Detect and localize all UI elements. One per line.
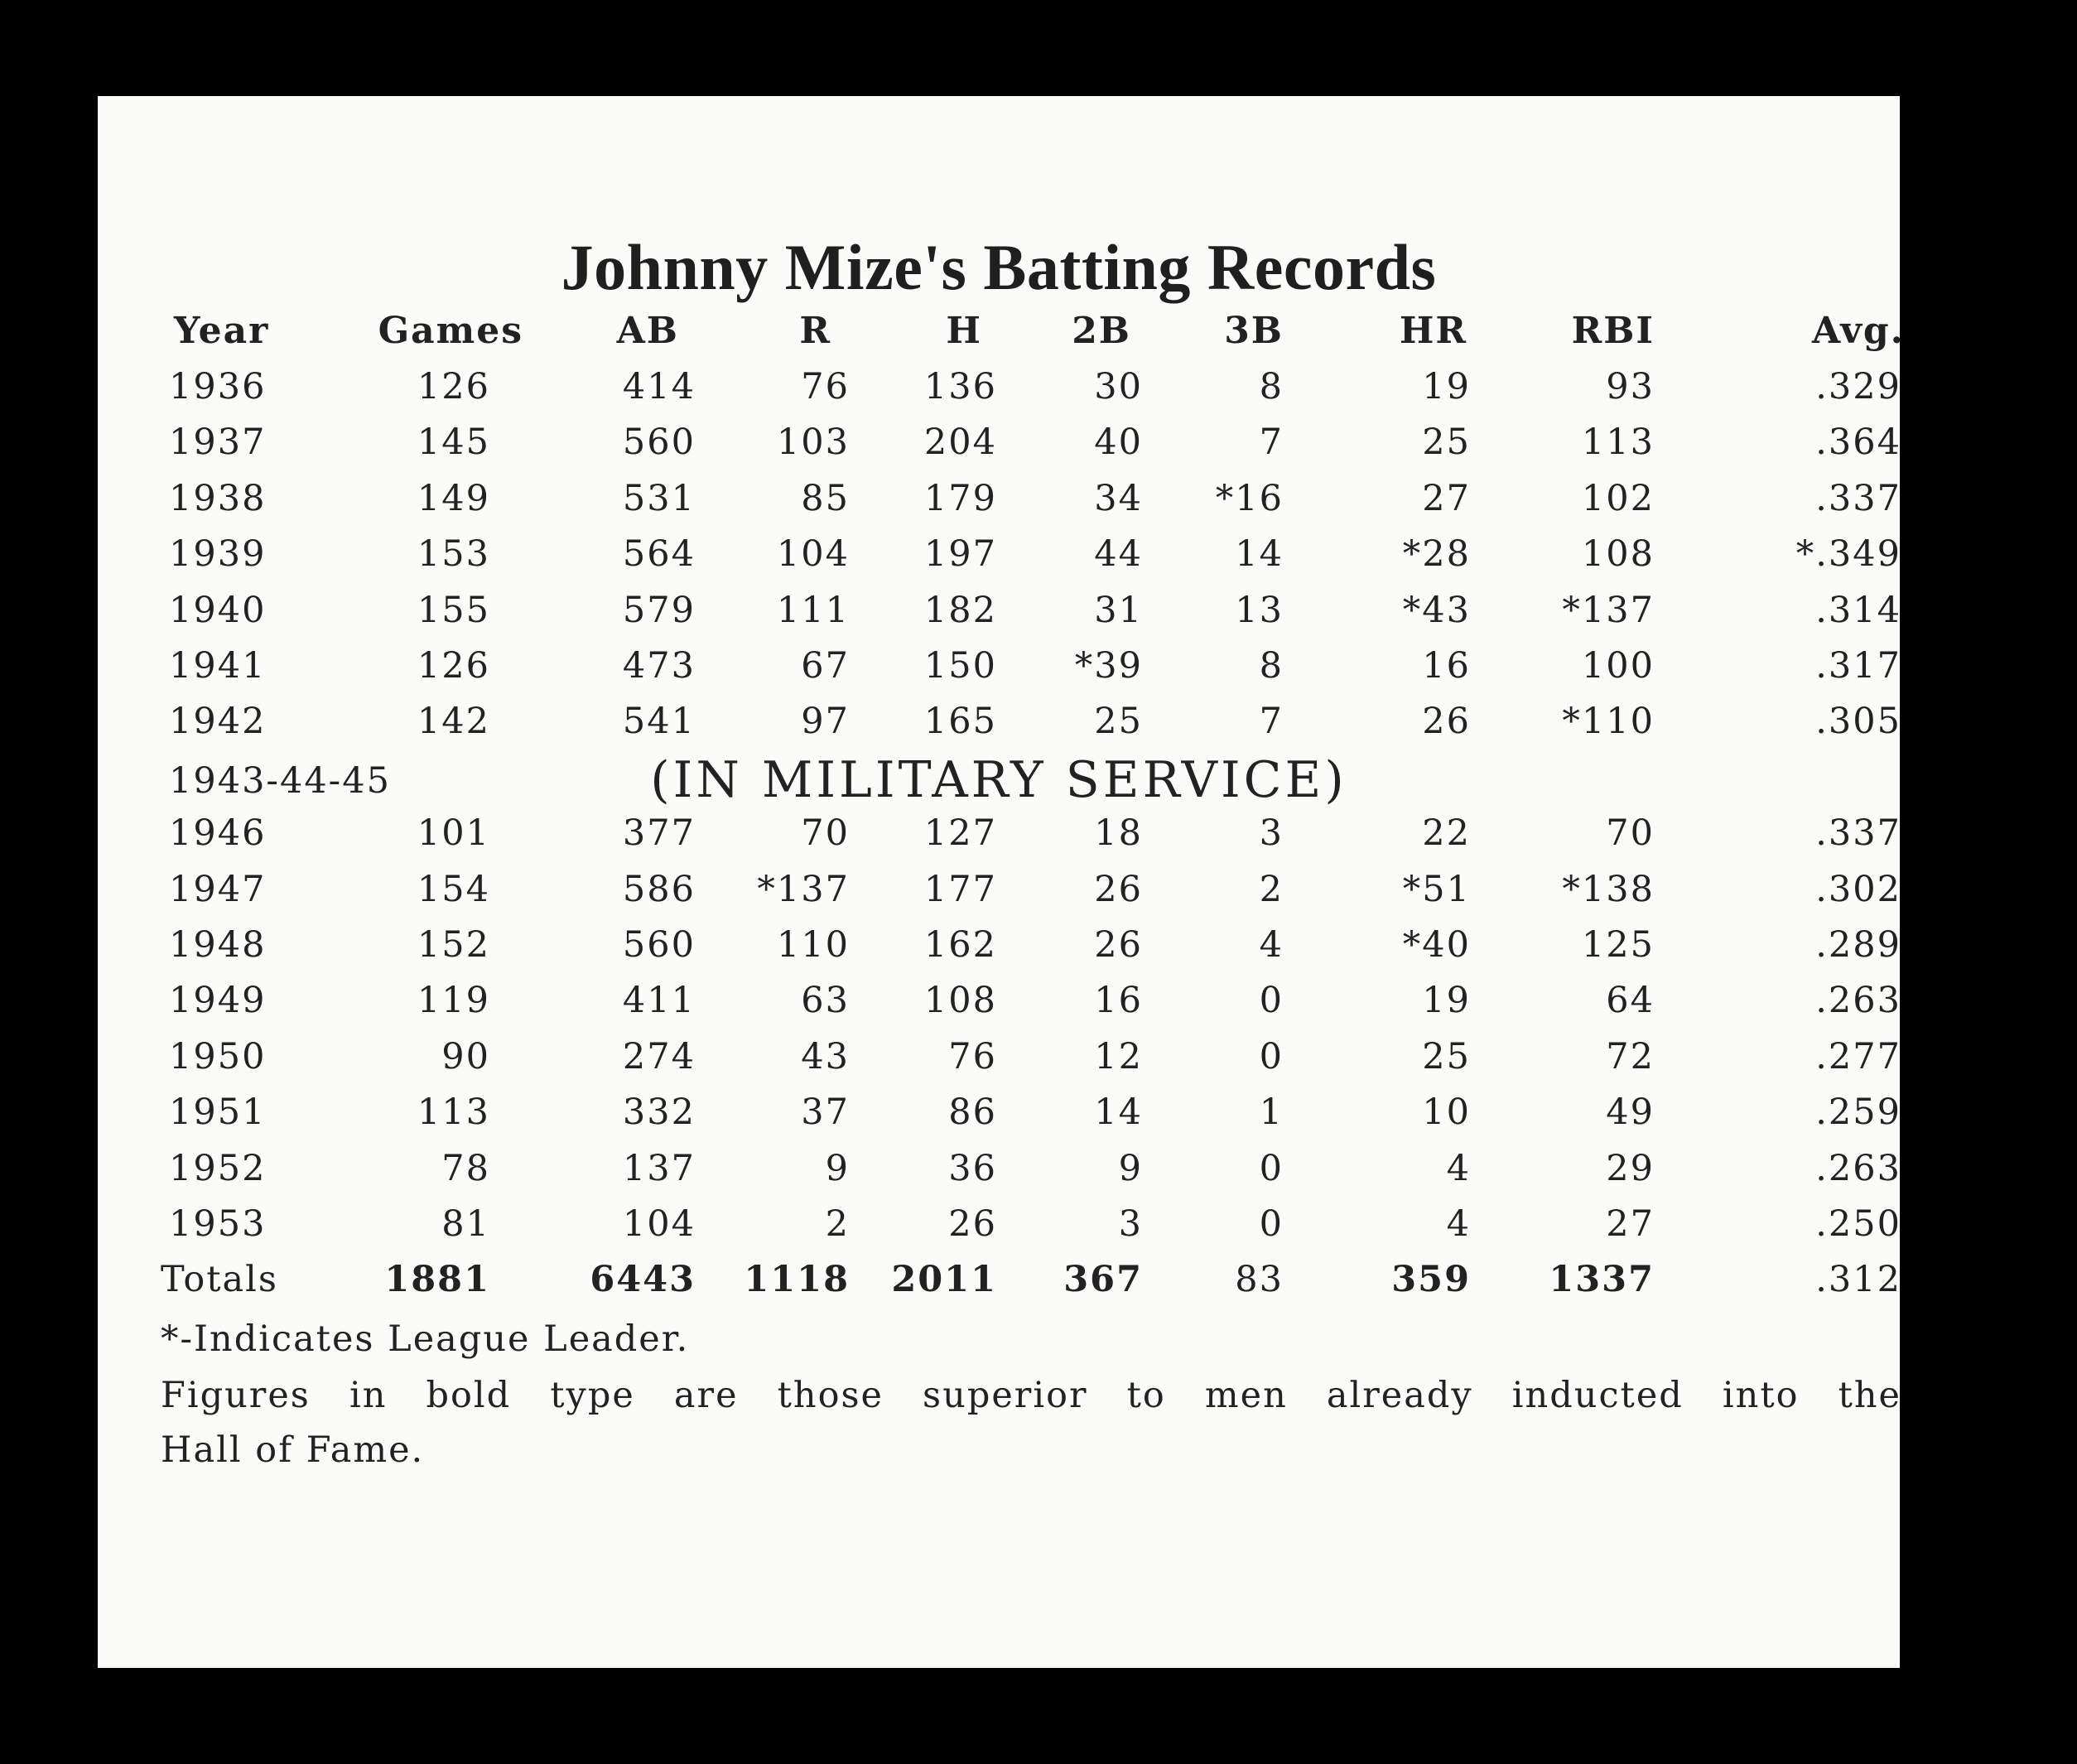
cell-h-1940: 182: [923, 589, 997, 631]
cell-year-1939: 1939: [169, 533, 267, 576]
cell-h-1937: 204: [923, 422, 997, 464]
cell-3b-1937: 7: [1259, 422, 1284, 464]
cell-3b-1936: 8: [1259, 366, 1284, 407]
cell-3b-1946: 3: [1259, 812, 1284, 855]
cell-r-1938: 85: [801, 477, 850, 519]
column-header-ab: AB: [616, 310, 679, 352]
cell-hr-1940: *43: [1402, 589, 1471, 631]
column-header-avg: Avg.: [1811, 310, 1905, 352]
cell-rbi-1952: 29: [1606, 1147, 1655, 1189]
column-header-games: Games: [378, 310, 523, 352]
cell-hr-1936: 19: [1422, 366, 1471, 407]
cell-ab-1942: 541: [622, 701, 696, 743]
cell-ab-1938: 531: [622, 477, 696, 519]
cell-2b-1948: 26: [1094, 924, 1143, 966]
cell-3b-1951: 1: [1259, 1092, 1284, 1134]
cell-year-1950: 1950: [169, 1035, 267, 1077]
cell-3b-1952: 0: [1259, 1147, 1284, 1189]
cell-avg-1937: .364: [1815, 422, 1901, 464]
cell-rbi-1947: *138: [1562, 868, 1655, 910]
column-header-year: Year: [174, 310, 270, 352]
cell-rbi-1939: 108: [1581, 533, 1655, 576]
cell-avg-1941: .317: [1815, 645, 1901, 687]
cell-games-1940: 155: [417, 589, 490, 631]
totals-3b: 83: [1235, 1259, 1284, 1301]
cell-ab-1950: 274: [622, 1035, 696, 1077]
cell-year-1946: 1946: [169, 812, 267, 855]
cell-avg-1949: .263: [1815, 980, 1901, 1022]
cell-avg-1952: .263: [1815, 1147, 1901, 1189]
cell-games-1938: 149: [417, 477, 490, 519]
cell-rbi-1942: *110: [1562, 701, 1655, 743]
cell-r-1939: 104: [776, 533, 850, 576]
cell-games-1942: 142: [417, 701, 490, 743]
column-header-rbi: RBI: [1571, 310, 1655, 352]
cell-hr-1953: 4: [1446, 1203, 1471, 1245]
cell-hr-1948: *40: [1402, 924, 1471, 966]
cell-ab-1939: 564: [622, 533, 696, 576]
cell-3b-1947: 2: [1259, 868, 1284, 910]
cell-rbi-1940: *137: [1562, 589, 1655, 631]
totals-r: 1118: [744, 1259, 850, 1301]
cell-r-1940: 111: [776, 589, 850, 631]
cell-avg-1951: .259: [1815, 1092, 1901, 1134]
cell-hr-1951: 10: [1422, 1092, 1471, 1134]
cell-year-1949: 1949: [169, 980, 267, 1022]
cell-hr-1942: 26: [1422, 701, 1471, 743]
cell-r-1947: *137: [757, 868, 850, 910]
cell-games-1936: 126: [417, 366, 490, 407]
cell-games-1941: 126: [417, 645, 490, 687]
cell-h-1938: 179: [923, 477, 997, 519]
cell-ab-1949: 411: [622, 980, 696, 1022]
cell-r-1953: 2: [825, 1203, 850, 1245]
cell-rbi-1938: 102: [1581, 477, 1655, 519]
cell-year-1940: 1940: [169, 589, 267, 631]
cell-games-1951: 113: [417, 1092, 490, 1134]
cell-3b-1949: 0: [1259, 980, 1284, 1022]
cell-year-1947: 1947: [169, 868, 267, 910]
cell-hr-1946: 22: [1422, 812, 1471, 855]
page-title: Johnny Mize's Batting Records: [561, 231, 1437, 303]
cell-h-1936: 136: [923, 366, 997, 407]
cell-hr-1939: *28: [1402, 533, 1471, 576]
cell-r-1951: 37: [801, 1092, 850, 1134]
cell-h-1942: 165: [923, 701, 997, 743]
cell-avg-1940: .314: [1815, 589, 1901, 631]
cell-2b-1946: 18: [1094, 812, 1143, 855]
cell-year-1938: 1938: [169, 477, 267, 519]
cell-games-1950: 90: [441, 1035, 490, 1077]
column-header-3b: 3B: [1224, 310, 1284, 352]
cell-games-1949: 119: [417, 980, 490, 1022]
military-service-label: (IN MILITARY SERVICE): [650, 750, 1347, 809]
cell-games-1946: 101: [417, 812, 490, 855]
cell-h-1952: 36: [948, 1147, 997, 1189]
cell-r-1946: 70: [801, 812, 850, 855]
cell-h-1939: 197: [923, 533, 997, 576]
cell-games-1939: 153: [417, 533, 490, 576]
cell-avg-1953: .250: [1815, 1203, 1901, 1245]
cell-3b-1938: *16: [1215, 477, 1284, 519]
column-header-h: H: [946, 310, 982, 352]
cell-avg-1948: .289: [1815, 924, 1901, 966]
column-header-r: R: [799, 310, 831, 352]
cell-ab-1937: 560: [622, 422, 696, 464]
cell-ab-1936: 414: [622, 366, 696, 407]
cell-r-1952: 9: [825, 1147, 850, 1189]
bold-type-note-line-1: Figures in bold type are those superior to men already inducted into the: [161, 1375, 1901, 1416]
totals-avg: .312: [1815, 1259, 1901, 1301]
cell-3b-1950: 0: [1259, 1035, 1284, 1077]
column-header-2b: 2B: [1072, 310, 1131, 352]
cell-2b-1952: 9: [1118, 1147, 1143, 1189]
cell-ab-1953: 104: [622, 1203, 696, 1245]
cell-ab-1946: 377: [622, 812, 696, 855]
cell-3b-1953: 0: [1259, 1203, 1284, 1245]
cell-year-1942: 1942: [169, 701, 267, 743]
cell-year-1952: 1952: [169, 1147, 267, 1189]
totals-h: 2011: [891, 1259, 997, 1301]
cell-games-1948: 152: [417, 924, 490, 966]
cell-rbi-1949: 64: [1606, 980, 1655, 1022]
cell-year-1941: 1941: [169, 645, 267, 687]
cell-ab-1941: 473: [622, 645, 696, 687]
cell-2b-1942: 25: [1094, 701, 1143, 743]
cell-rbi-1937: 113: [1581, 422, 1655, 464]
cell-hr-1949: 19: [1422, 980, 1471, 1022]
cell-year-1948: 1948: [169, 924, 267, 966]
cell-ab-1951: 332: [622, 1092, 696, 1134]
cell-hr-1937: 25: [1422, 422, 1471, 464]
cell-rbi-1941: 100: [1581, 645, 1655, 687]
cell-hr-1947: *51: [1402, 868, 1471, 910]
cell-r-1941: 67: [801, 645, 850, 687]
cell-2b-1947: 26: [1094, 868, 1143, 910]
column-header-hr: HR: [1399, 310, 1467, 352]
cell-3b-1940: 13: [1235, 589, 1284, 631]
league-leader-note: *-Indicates League Leader.: [161, 1318, 690, 1360]
totals-year: Totals: [161, 1259, 278, 1301]
cell-2b-1941: *39: [1074, 645, 1143, 687]
cell-r-1936: 76: [801, 366, 850, 407]
cell-r-1949: 63: [801, 980, 850, 1022]
military-service-years: 1943-44-45: [169, 759, 391, 802]
cell-games-1937: 145: [417, 422, 490, 464]
cell-2b-1938: 34: [1094, 477, 1143, 519]
cell-r-1950: 43: [801, 1035, 850, 1077]
cell-2b-1953: 3: [1118, 1203, 1143, 1245]
cell-h-1953: 26: [948, 1203, 997, 1245]
cell-2b-1940: 31: [1094, 589, 1143, 631]
cell-r-1948: 110: [776, 924, 850, 966]
cell-year-1937: 1937: [169, 422, 267, 464]
cell-r-1942: 97: [801, 701, 850, 743]
totals-hr: 359: [1391, 1259, 1471, 1301]
cell-rbi-1946: 70: [1606, 812, 1655, 855]
cell-year-1951: 1951: [169, 1092, 267, 1134]
cell-year-1953: 1953: [169, 1203, 267, 1245]
cell-h-1941: 150: [923, 645, 997, 687]
cell-ab-1940: 579: [622, 589, 696, 631]
cell-rbi-1950: 72: [1606, 1035, 1655, 1077]
totals-games: 1881: [384, 1259, 490, 1301]
cell-rbi-1953: 27: [1606, 1203, 1655, 1245]
cell-h-1946: 127: [923, 812, 997, 855]
cell-avg-1950: .277: [1815, 1035, 1901, 1077]
totals-2b: 367: [1063, 1259, 1143, 1301]
cell-hr-1952: 4: [1446, 1147, 1471, 1189]
cell-2b-1939: 44: [1094, 533, 1143, 576]
cell-rbi-1951: 49: [1606, 1092, 1655, 1134]
cell-rbi-1948: 125: [1581, 924, 1655, 966]
cell-2b-1949: 16: [1094, 980, 1143, 1022]
cell-2b-1937: 40: [1094, 422, 1143, 464]
cell-rbi-1936: 93: [1606, 366, 1655, 407]
cell-r-1937: 103: [776, 422, 850, 464]
cell-avg-1939: *.349: [1795, 533, 1901, 576]
record-card: [98, 96, 1905, 1668]
cell-h-1948: 162: [923, 924, 997, 966]
cell-games-1952: 78: [441, 1147, 490, 1189]
bold-type-note-line-2: Hall of Fame.: [161, 1429, 425, 1471]
cell-2b-1950: 12: [1094, 1035, 1143, 1077]
cell-hr-1938: 27: [1422, 477, 1471, 519]
cell-ab-1948: 560: [622, 924, 696, 966]
totals-rbi: 1337: [1549, 1259, 1655, 1301]
cell-hr-1950: 25: [1422, 1035, 1471, 1077]
cell-avg-1942: .305: [1815, 701, 1901, 743]
cell-2b-1951: 14: [1094, 1092, 1143, 1134]
cell-h-1951: 86: [948, 1092, 997, 1134]
cell-3b-1948: 4: [1259, 924, 1284, 966]
cell-avg-1947: .302: [1815, 868, 1901, 910]
cell-avg-1946: .337: [1815, 812, 1901, 855]
cell-hr-1941: 16: [1422, 645, 1471, 687]
cell-ab-1952: 137: [622, 1147, 696, 1189]
totals-ab: 6443: [590, 1259, 696, 1301]
cell-avg-1936: .329: [1815, 366, 1901, 407]
cell-year-1936: 1936: [169, 366, 267, 407]
cell-h-1947: 177: [923, 868, 997, 910]
cell-3b-1939: 14: [1235, 533, 1284, 576]
cell-games-1953: 81: [441, 1203, 490, 1245]
cell-avg-1938: .337: [1815, 477, 1901, 519]
cell-2b-1936: 30: [1094, 366, 1143, 407]
cell-ab-1947: 586: [622, 868, 696, 910]
cell-h-1950: 76: [948, 1035, 997, 1077]
cell-games-1947: 154: [417, 868, 490, 910]
cell-3b-1942: 7: [1259, 701, 1284, 743]
cell-3b-1941: 8: [1259, 645, 1284, 687]
cell-h-1949: 108: [923, 980, 997, 1022]
